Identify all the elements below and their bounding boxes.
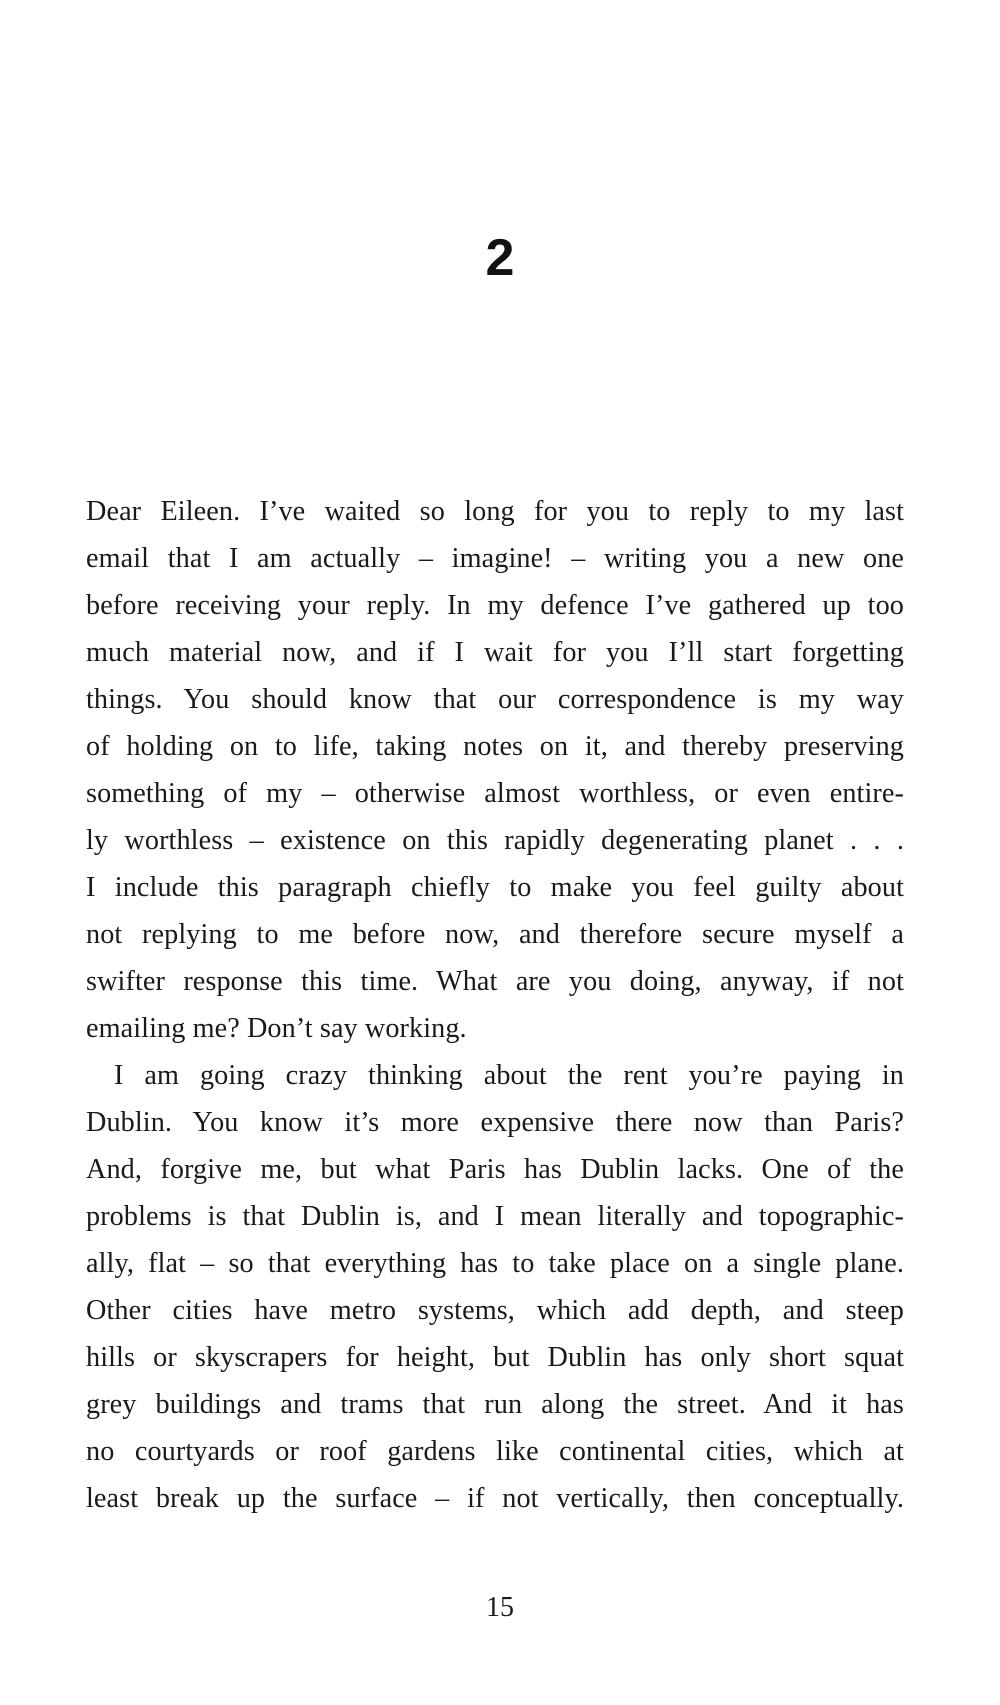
text-line: grey buildings and trams that run along the street. And it has xyxy=(86,1389,904,1420)
chapter-number: 2 xyxy=(485,229,515,287)
text-line: I am going crazy thinking about the rent you’re paying in xyxy=(114,1060,904,1091)
text-line: much material now, and if I wait for you I’ll start forgetting xyxy=(86,637,904,668)
text-line: hills or skyscrapers for height, but Dublin has only short squat xyxy=(86,1342,904,1373)
text-line: ly worthless – existence on this rapidly degenerating planet . . . xyxy=(86,825,904,856)
text-line: problems is that Dublin is, and I mean literally and topographic- xyxy=(86,1201,904,1232)
paragraph-2 xyxy=(86,1052,904,1522)
text-line: of holding on to life, taking notes on it, and thereby preserving xyxy=(86,731,904,762)
text-line: before receiving your reply. In my defence I’ve gathered up too xyxy=(86,590,904,621)
text-line: least break up the surface – if not vertically, then conceptually. xyxy=(86,1483,904,1514)
text-line: no courtyards or roof gardens like continental cities, which at xyxy=(86,1436,904,1467)
text-line: emailing me? Don’t say working. xyxy=(86,1013,467,1044)
body-text xyxy=(86,488,904,1522)
text-line: Dear Eileen. I’ve waited so long for you to reply to my last xyxy=(86,496,904,527)
text-line: Dublin. You know it’s more expensive there now than Paris? xyxy=(86,1107,904,1138)
text-line: something of my – otherwise almost worthless, or even entire- xyxy=(86,778,904,809)
paragraph-1 xyxy=(86,488,904,1052)
text-line: Other cities have metro systems, which add depth, and steep xyxy=(86,1295,904,1326)
text-line: ally, flat – so that everything has to take place on a single plane. xyxy=(86,1248,904,1279)
page-number: 15 xyxy=(486,1592,514,1623)
text-line: And, forgive me, but what Paris has Dublin lacks. One of the xyxy=(86,1154,904,1185)
text-line: I include this paragraph chiefly to make you feel guilty about xyxy=(86,872,904,903)
text-line: swifter response this time. What are you doing, anyway, if not xyxy=(86,966,904,997)
text-line: email that I am actually – imagine! – writing you a new one xyxy=(86,543,904,574)
text-line: not replying to me before now, and therefore secure myself a xyxy=(86,919,904,950)
text-line: things. You should know that our correspondence is my way xyxy=(86,684,904,715)
